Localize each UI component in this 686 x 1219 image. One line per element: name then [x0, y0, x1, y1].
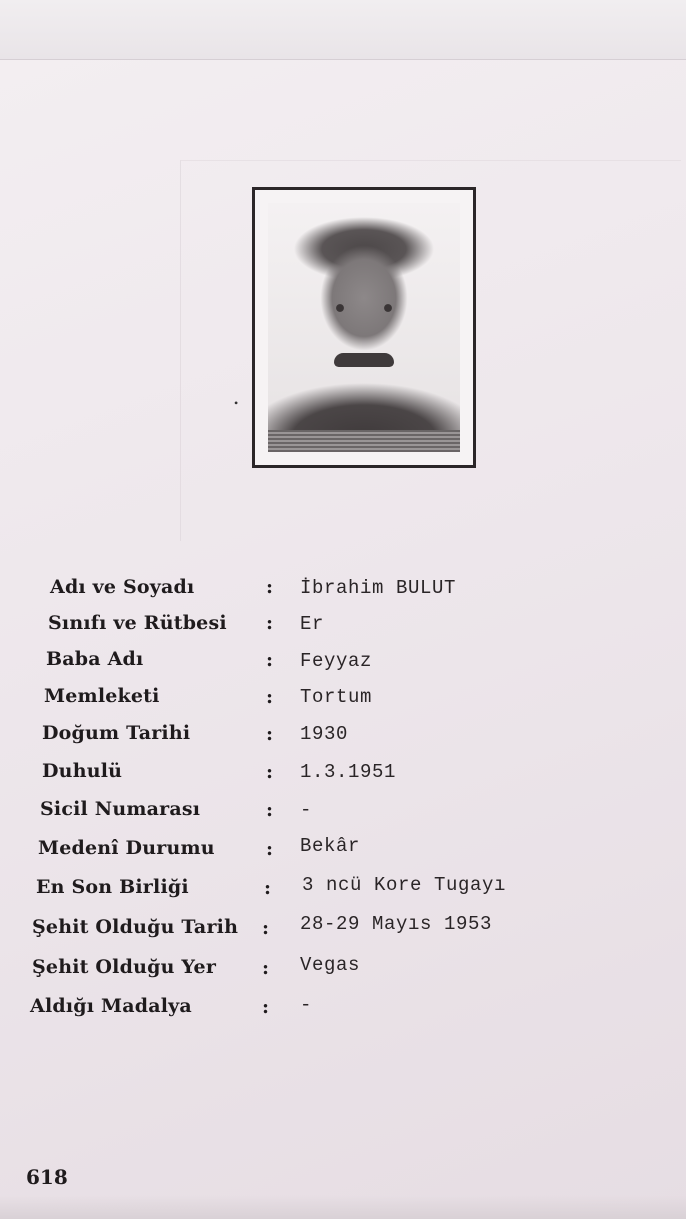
field-value: Bekâr — [300, 835, 361, 857]
field-separator: : — [266, 649, 274, 671]
field-separator: : — [262, 996, 270, 1018]
field-label: Baba Adı — [46, 648, 144, 670]
field-label: Doğum Tarihi — [42, 722, 191, 744]
field-value: İbrahim BULUT — [300, 577, 457, 599]
bottom-shadow — [0, 1195, 686, 1219]
field-separator: : — [266, 686, 274, 708]
field-separator: : — [266, 799, 274, 821]
ink-mark: • — [234, 396, 239, 410]
field-label: Şehit Olduğu Yer — [32, 956, 217, 978]
field-label: Şehit Olduğu Tarih — [32, 916, 239, 938]
field-value: Vegas — [300, 954, 361, 976]
field-separator: : — [266, 576, 274, 598]
field-value: - — [300, 799, 313, 821]
portrait-photo-frame — [252, 187, 476, 468]
field-label: Duhulü — [42, 760, 123, 782]
field-value: - — [300, 994, 313, 1016]
field-value: 28-29 Mayıs 1953 — [300, 913, 493, 935]
field-label: Sınıfı ve Rütbesi — [48, 612, 227, 634]
page-number: 618 — [26, 1165, 68, 1189]
field-label: Medenî Durumu — [38, 837, 215, 859]
field-separator: : — [262, 917, 270, 939]
portrait-photo — [268, 203, 460, 452]
field-separator: : — [266, 838, 274, 860]
field-label: Sicil Numarası — [40, 798, 201, 820]
field-label: Adı ve Soyadı — [50, 576, 195, 598]
field-value: 1930 — [300, 723, 349, 745]
field-value: Tortum — [300, 686, 373, 708]
field-separator: : — [264, 877, 272, 899]
field-value: Feyyaz — [300, 650, 373, 672]
field-label: En Son Birliği — [36, 876, 189, 898]
field-separator: : — [262, 957, 270, 979]
field-label: Memleketi — [44, 685, 160, 707]
field-value: Er — [300, 613, 325, 635]
field-value: 1.3.1951 — [300, 761, 397, 783]
field-separator: : — [266, 761, 274, 783]
field-value: 3 ncü Kore Tugayı — [302, 874, 507, 896]
field-label: Aldığı Madalya — [30, 995, 192, 1017]
field-separator: : — [266, 612, 274, 634]
field-separator: : — [266, 723, 274, 745]
